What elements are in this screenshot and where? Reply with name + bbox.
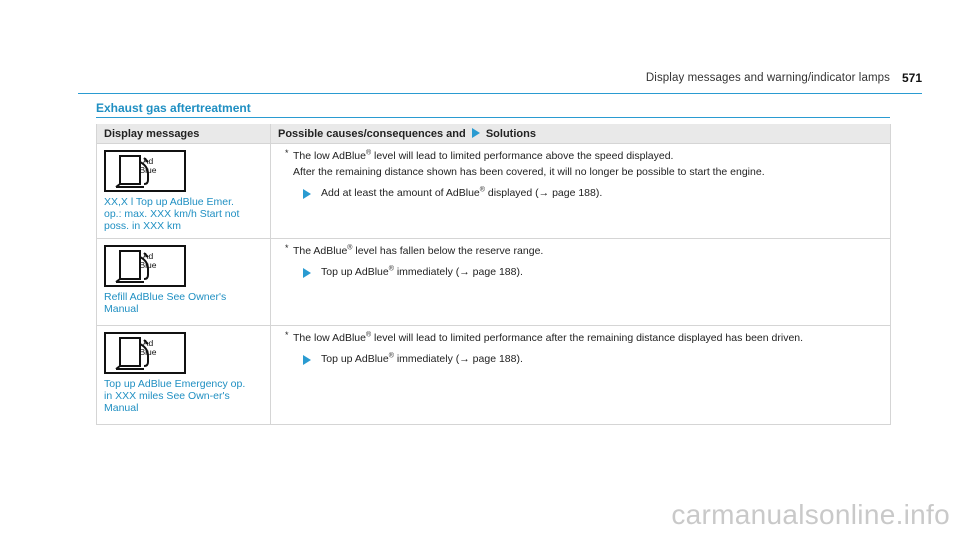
adblue-icon-label: Ad Blue [139, 251, 157, 270]
header-display-messages: Display messages [97, 124, 271, 144]
page-number: 571 [901, 71, 922, 85]
solution-arrow-icon [303, 355, 311, 365]
message-text: Refill AdBlue See Owner's Manual [104, 291, 227, 315]
table-row [97, 144, 891, 239]
table-header-row [97, 124, 891, 144]
cause-extra-text: After the remaining distance shown has been covered, it will no longer be possible to start the engine. [293, 166, 765, 178]
header-solutions: Solutions [485, 128, 536, 140]
cause-text: * The low AdBlue® level will lead to limited performance above the speed displayed. [285, 148, 674, 162]
message-text: Top up AdBlue Emergency op. in XXX miles See Own-er's Manual [104, 378, 246, 414]
header-causes-solutions [271, 124, 891, 144]
header-causes: Possible causes/consequences and [278, 128, 466, 140]
section-title: Exhaust gas aftertreatment [96, 101, 251, 115]
adblue-icon-label: Ad Blue [139, 156, 157, 175]
running-header: Display messages and warning/indicator lamps [645, 72, 890, 84]
solution-text: Add at least the amount of AdBlue® displayed (→ page 188). [293, 185, 882, 201]
adblue-warning-icon [104, 332, 186, 374]
display-messages-table [96, 124, 891, 425]
cause-solution-cell [271, 326, 891, 425]
message-cell [97, 144, 271, 239]
message-cell [97, 239, 271, 326]
message-cell [97, 326, 271, 425]
top-rule [78, 93, 922, 94]
adblue-warning-icon [104, 150, 186, 192]
solution-arrow-icon [303, 268, 311, 278]
adblue-warning-icon [104, 245, 186, 287]
message-text: XX,X l Top up AdBlue Emer. op.: max. XXX km/h Start not poss. in XXX km [104, 196, 240, 232]
cause-text: * The low AdBlue® level will lead to limited performance after the remaining distance displayed has been driven. [285, 330, 804, 344]
table-row [97, 326, 891, 425]
cause-solution-cell [271, 239, 891, 326]
watermark: carmanualsonline.info [671, 499, 950, 530]
section-rule [96, 117, 890, 118]
solution-text: Top up AdBlue® immediately (→ page 188). [293, 264, 882, 280]
arrow-icon [472, 128, 480, 138]
cause-text: * The AdBlue® level has fallen below the reserve range. [285, 243, 544, 257]
cause-solution-cell [271, 144, 891, 239]
solution-text: Top up AdBlue® immediately (→ page 188). [293, 351, 882, 367]
table-row [97, 239, 891, 326]
solution-arrow-icon [303, 189, 311, 199]
adblue-icon-label: Ad Blue [139, 338, 157, 357]
